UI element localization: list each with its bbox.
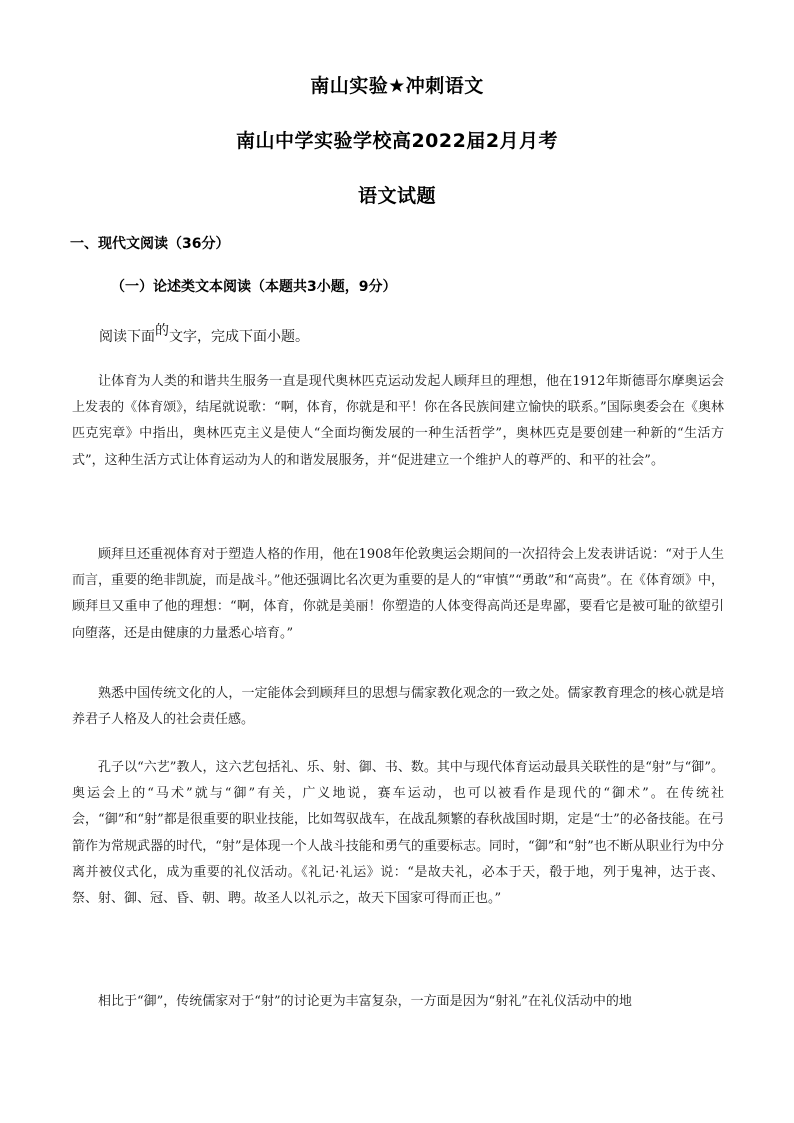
passage-paragraph: 熟悉中国传统文化的人，一定能体会到顾拜旦的思想与儒家教化观念的一致之处。儒家教育理念的核心就是培养君子人格及人的社会责任感。	[72, 686, 724, 728]
passage-paragraph: 相比于“御”，传统儒家对于“射”的讨论更为丰富复杂，一方面是因为“射礼”在礼仪活动中的地	[98, 994, 632, 1009]
section-heading: 一、现代文阅读（36分）	[70, 236, 230, 252]
exam-title: 南山中学实验学校高2022届2月月考	[235, 130, 559, 152]
subsection-heading: （一）论述类文本阅读（本题共3小题，9分）	[111, 279, 397, 295]
subject-title: 语文试题	[357, 185, 436, 207]
instruction-pre: 阅读下面	[99, 329, 155, 345]
document-title: 南山实验★冲刺语文	[310, 75, 484, 97]
passage-paragraph: 让体育为人类的和谐共生服务一直是现代奥林匹克运动发起人顾拜旦的理想，他在1912年斯德哥尔摩奥运会上发表的《体育颂》，结尾就说歌：“啊，体育，你就是和平！你在各民族间建立愉快的联系。”国际奥委会在《奥林匹克宪章》中指出，奥林匹克主义是使人“全面均衡发展的一种生活哲学”，奥林匹克是要创建一种新的“生活方式”，这种生活方式让体育运动为人的和谐发展服务，并“促进建立一个维护人的尊严的、和平的社会”。	[72, 374, 724, 468]
passage-paragraph: 顾拜旦还重视体育对于塑造人格的作用，他在1908年伦敦奥运会期间的一次招待会上发表讲话说：“对于人生而言，重要的绝非凯旋，而是战斗。”他还强调比名次更为重要的是人的“审慎”“勇敢”和“高贵”。在《体育颂》中，顾拜旦又重申了他的理想：“啊，体育，你就是美丽！你塑造的人体变得高尚还是卑鄙，要看它是被可耻的欲望引向堕落，还是由健康的力量悉心培育。”	[72, 547, 724, 641]
instruction-mid: 的	[155, 323, 169, 339]
passage-paragraph: 孔子以“六艺”教人，这六艺包括礼、乐、射、御、书、数。其中与现代体育运动最具关联性的是“射”与“御”。奥运会上的“马术”就与“御”有关，广义地说，赛车运动，也可以被看作是现代的“御术”。在传统社会，“御”和“射”都是很重要的职业技能，比如驾驭战车，在战乱频繁的春秋战国时期，定是“士”的必备技能。在弓箭作为常规武器的时代，“射”是体现一个人战斗技能和勇气的重要标志。同时，“御”和“射”也不断从职业行为中分离并被仪式化，成为重要的礼仪活动。《礼记·礼运》说：“是故夫礼，必本于天，殽于地，列于鬼神，达于丧、祭、射、御、冠、昏、朝、聘。故圣人以礼示之，故天下国家可得而正也。”	[72, 760, 724, 907]
instruction-post: 文字，完成下面小题。	[169, 329, 309, 345]
reading-instruction	[99, 323, 309, 346]
